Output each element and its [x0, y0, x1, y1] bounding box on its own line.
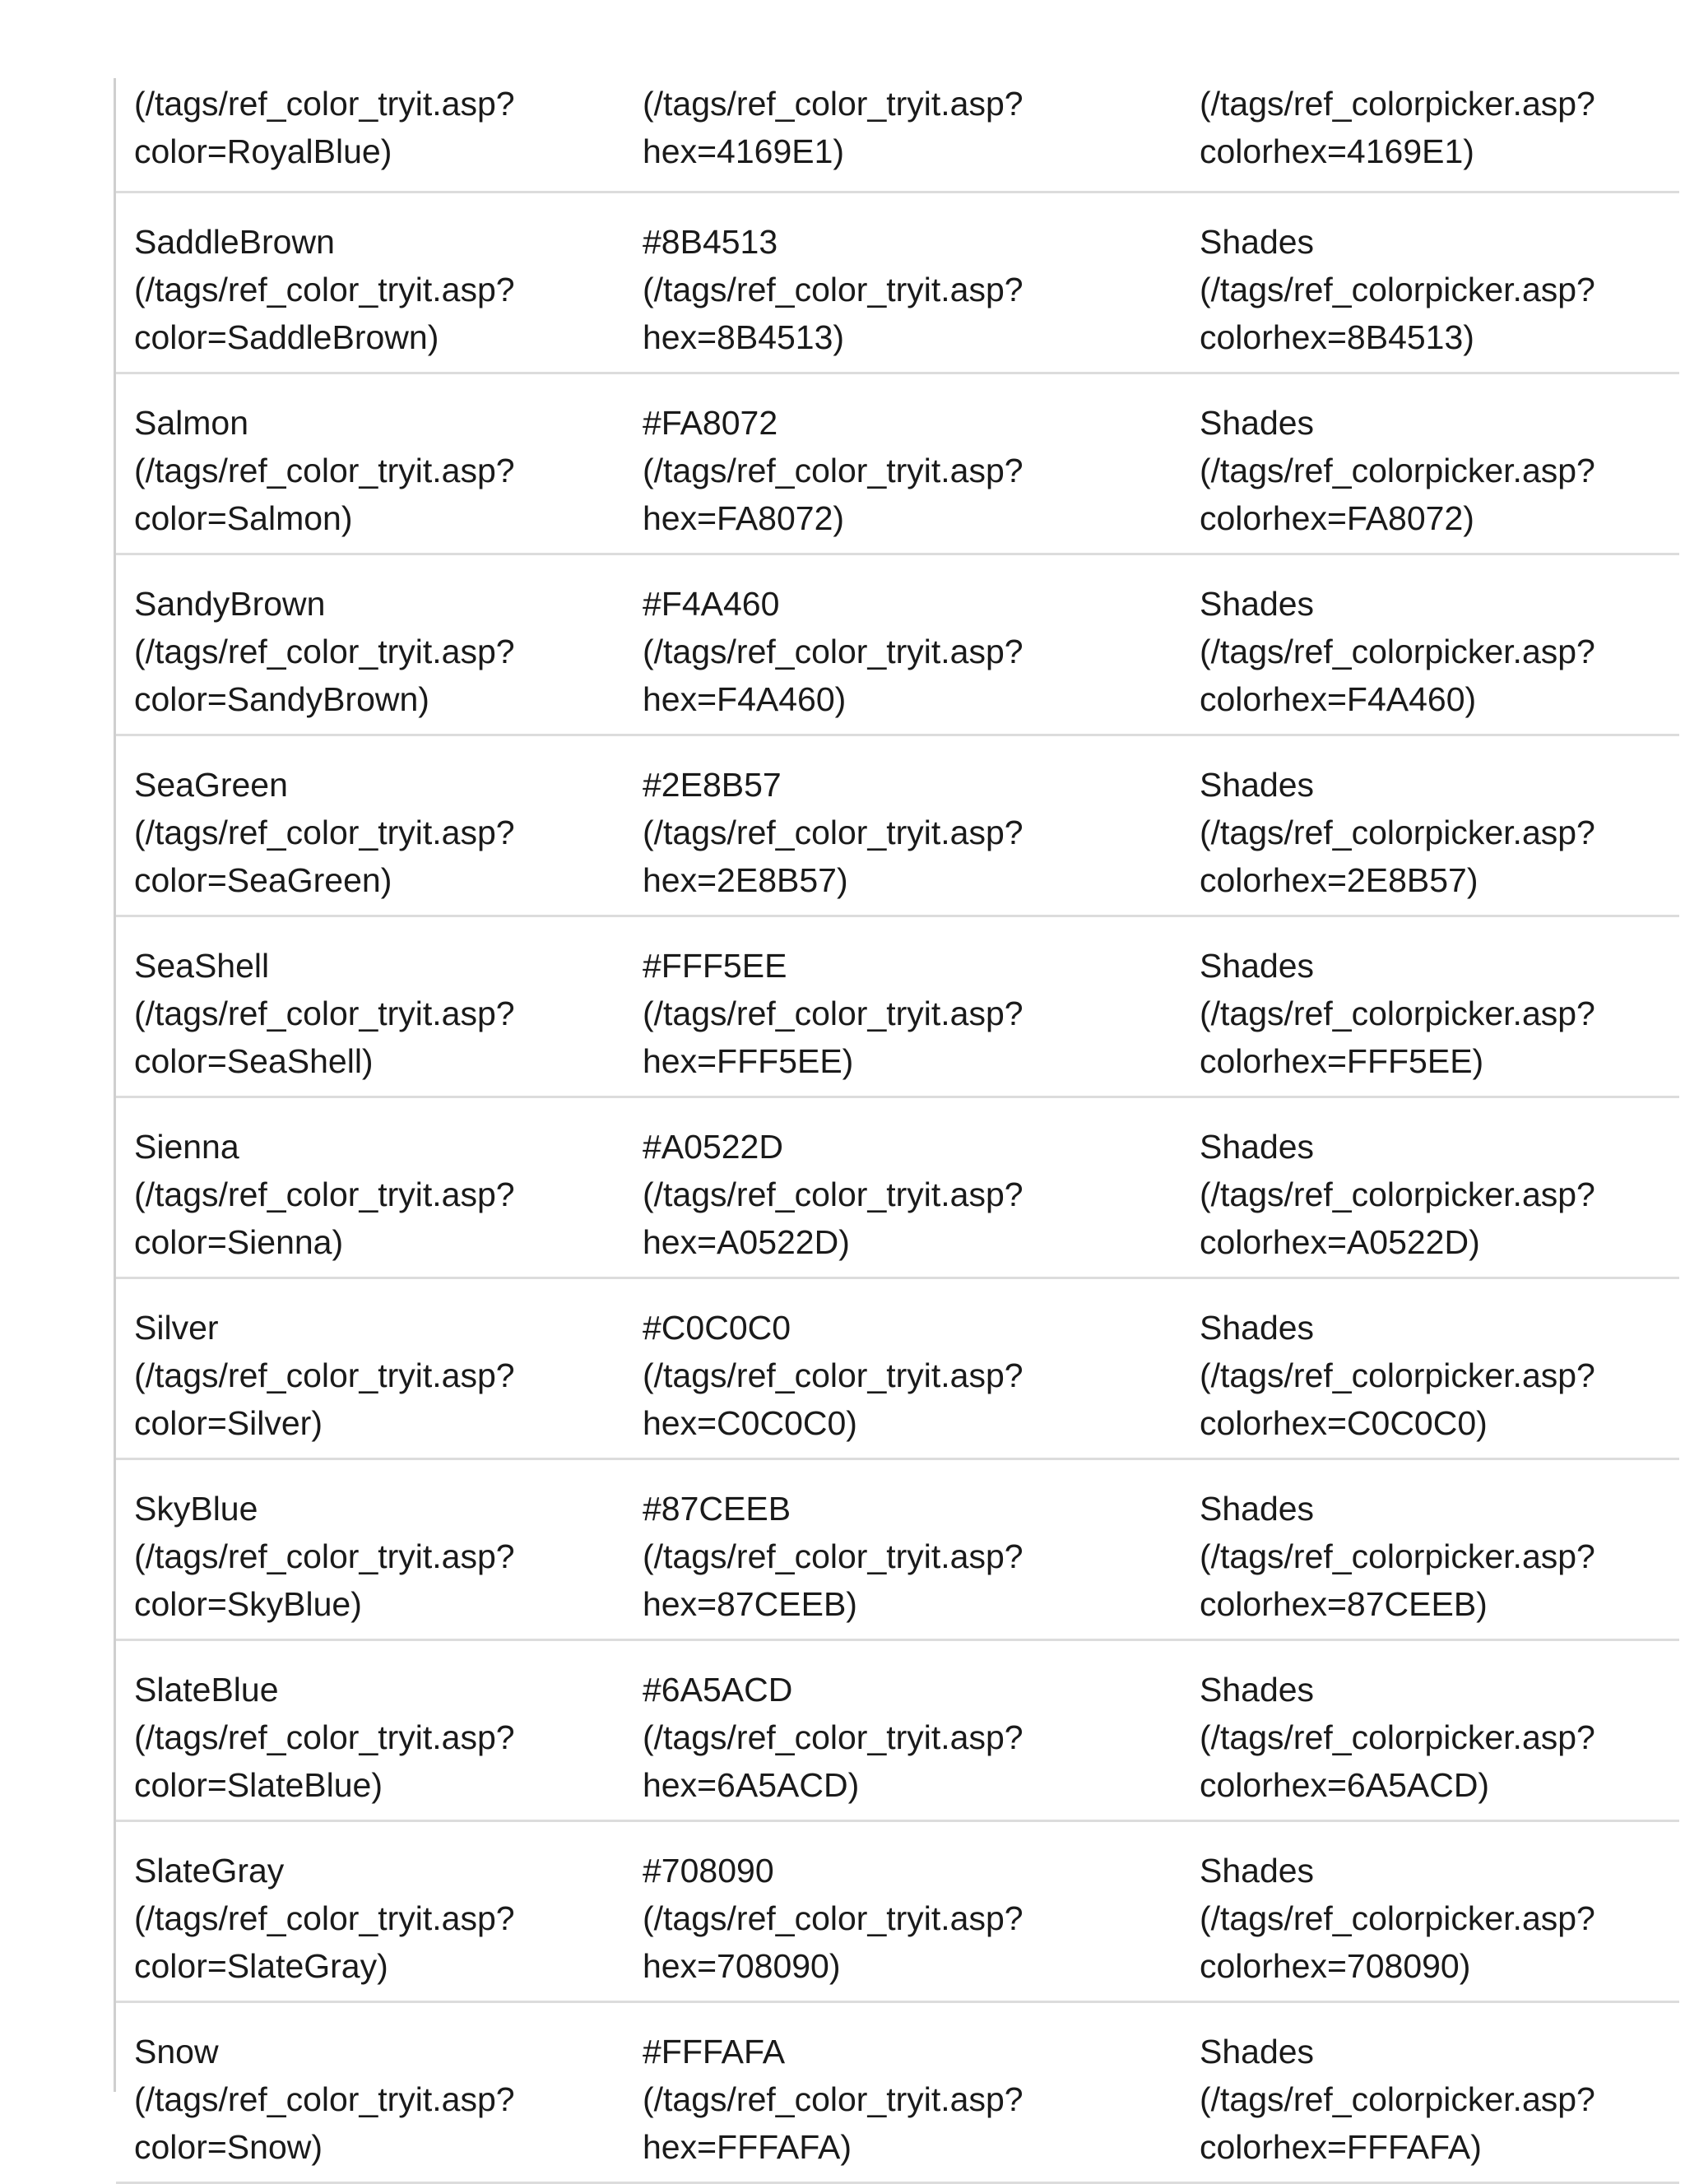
- hex-cell[interactable]: [643, 761, 1024, 904]
- shades-cell-surl2: colorhex=708090): [1200, 1947, 1471, 1985]
- table-row: [116, 917, 1679, 1098]
- shades-cell-surl2: colorhex=F4A460): [1200, 680, 1477, 718]
- shades-cell-surl2: colorhex=C0C0C0): [1200, 1404, 1488, 1442]
- shades-cell[interactable]: [1200, 1847, 1595, 1990]
- hex-cell-hurl1: (/tags/ref_color_tryit.asp?: [643, 1899, 1024, 1937]
- color-name-cell[interactable]: [134, 1485, 515, 1628]
- shades-cell-surl2: colorhex=6A5ACD): [1200, 1766, 1490, 1804]
- color-name-cell-name: SandyBrown: [134, 585, 326, 623]
- hex-cell-hex: #2E8B57: [643, 766, 782, 804]
- table-row: [116, 78, 1679, 193]
- hex-cell-hurl1: (/tags/ref_color_tryit.asp?: [643, 1537, 1024, 1575]
- shades-cell-surl2: colorhex=FFF5EE): [1200, 1042, 1484, 1080]
- hex-cell-hurl1: (/tags/ref_color_tryit.asp?: [643, 452, 1024, 489]
- hex-cell-hurl1: (/tags/ref_color_tryit.asp?: [643, 1175, 1024, 1213]
- hex-cell[interactable]: [643, 80, 1024, 175]
- color-name-cell-url2: color=Snow): [134, 2128, 323, 2166]
- shades-cell-surl2: colorhex=FFFAFA): [1200, 2128, 1482, 2166]
- color-name-cell-name: SkyBlue: [134, 1490, 258, 1528]
- shades-cell[interactable]: [1200, 1666, 1595, 1809]
- hex-cell-hex: #708090: [643, 1852, 774, 1890]
- color-name-cell-url2: color=Silver): [134, 1404, 323, 1442]
- shades-cell[interactable]: [1200, 2028, 1595, 2171]
- color-name-cell-url1: (/tags/ref_color_tryit.asp?: [134, 1356, 515, 1394]
- shades-cell-surl1: (/tags/ref_colorpicker.asp?: [1200, 1718, 1595, 1756]
- hex-cell-hurl1: (/tags/ref_color_tryit.asp?: [643, 1356, 1024, 1394]
- table-row: [116, 555, 1679, 736]
- table-row: [116, 1098, 1679, 1279]
- hex-cell[interactable]: [643, 2028, 1024, 2171]
- table-row: [116, 1641, 1679, 1822]
- hex-cell-hex: #C0C0C0: [643, 1309, 791, 1347]
- color-name-cell[interactable]: [134, 1304, 515, 1447]
- shades-cell-surl1: (/tags/ref_colorpicker.asp?: [1200, 85, 1595, 123]
- shades-cell[interactable]: [1200, 580, 1595, 723]
- color-name-cell-url2: color=SeaShell): [134, 1042, 374, 1080]
- hex-cell-hurl1: (/tags/ref_color_tryit.asp?: [643, 271, 1024, 308]
- table-row: [116, 2003, 1679, 2184]
- color-name-cell-url2: color=RoyalBlue): [134, 132, 392, 170]
- hex-cell-hurl2: hex=C0C0C0): [643, 1404, 857, 1442]
- shades-cell[interactable]: [1200, 218, 1595, 361]
- shades-cell-surl2: colorhex=2E8B57): [1200, 861, 1478, 899]
- hex-cell-hex: #F4A460: [643, 585, 780, 623]
- hex-cell[interactable]: [643, 942, 1024, 1085]
- shades-cell-surl1: (/tags/ref_colorpicker.asp?: [1200, 995, 1595, 1032]
- shades-cell-shades: Shades: [1200, 947, 1315, 985]
- color-table: [116, 78, 1679, 2184]
- hex-cell[interactable]: [643, 1304, 1024, 1447]
- color-name-cell-url1: (/tags/ref_color_tryit.asp?: [134, 452, 515, 489]
- shades-cell-surl2: colorhex=4169E1): [1200, 132, 1474, 170]
- color-name-cell-url1: (/tags/ref_color_tryit.asp?: [134, 85, 515, 123]
- shades-cell-surl1: (/tags/ref_colorpicker.asp?: [1200, 633, 1595, 670]
- shades-cell-shades: Shades: [1200, 585, 1315, 623]
- hex-cell-hurl1: (/tags/ref_color_tryit.asp?: [643, 633, 1024, 670]
- shades-cell-surl1: (/tags/ref_colorpicker.asp?: [1200, 452, 1595, 489]
- hex-cell-hurl1: (/tags/ref_color_tryit.asp?: [643, 1718, 1024, 1756]
- color-name-cell[interactable]: [134, 1847, 515, 1990]
- hex-cell-hurl2: hex=8B4513): [643, 318, 845, 356]
- hex-cell-hurl1: (/tags/ref_color_tryit.asp?: [643, 995, 1024, 1032]
- shades-cell-surl1: (/tags/ref_colorpicker.asp?: [1200, 2080, 1595, 2118]
- shades-cell-surl1: (/tags/ref_colorpicker.asp?: [1200, 1537, 1595, 1575]
- color-name-cell[interactable]: [134, 942, 515, 1085]
- shades-cell-surl1: (/tags/ref_colorpicker.asp?: [1200, 271, 1595, 308]
- hex-cell-hex: #FFF5EE: [643, 947, 787, 985]
- hex-cell-hurl1: (/tags/ref_color_tryit.asp?: [643, 2080, 1024, 2118]
- color-name-cell-name: Sienna: [134, 1128, 239, 1166]
- shades-cell-surl1: (/tags/ref_colorpicker.asp?: [1200, 814, 1595, 851]
- hex-cell-hurl2: hex=FA8072): [643, 499, 845, 537]
- color-name-cell-name: Snow: [134, 2033, 219, 2070]
- shades-cell[interactable]: [1200, 1485, 1595, 1628]
- shades-cell-surl1: (/tags/ref_colorpicker.asp?: [1200, 1175, 1595, 1213]
- color-name-cell-url2: color=SaddleBrown): [134, 318, 439, 356]
- color-name-cell-name: SlateGray: [134, 1852, 285, 1890]
- hex-cell-hurl2: hex=FFF5EE): [643, 1042, 854, 1080]
- color-name-cell-name: SaddleBrown: [134, 223, 335, 261]
- color-name-cell-name: SeaShell: [134, 947, 270, 985]
- hex-cell-hex: #FA8072: [643, 404, 778, 442]
- color-name-cell-url1: (/tags/ref_color_tryit.asp?: [134, 1899, 515, 1937]
- hex-cell[interactable]: [643, 580, 1024, 723]
- color-name-cell[interactable]: [134, 399, 515, 542]
- hex-cell[interactable]: [643, 399, 1024, 542]
- color-name-cell-url2: color=SeaGreen): [134, 861, 392, 899]
- color-name-cell[interactable]: [134, 2028, 515, 2171]
- shades-cell[interactable]: [1200, 80, 1595, 175]
- color-name-cell-url1: (/tags/ref_color_tryit.asp?: [134, 814, 515, 851]
- shades-cell-surl2: colorhex=A0522D): [1200, 1223, 1480, 1261]
- hex-cell-hex: #6A5ACD: [643, 1671, 793, 1709]
- shades-cell-shades: Shades: [1200, 1671, 1315, 1709]
- shades-cell-shades: Shades: [1200, 1852, 1315, 1890]
- shades-cell-surl1: (/tags/ref_colorpicker.asp?: [1200, 1899, 1595, 1937]
- shades-cell-surl2: colorhex=FA8072): [1200, 499, 1474, 537]
- color-name-cell-url2: color=SandyBrown): [134, 680, 429, 718]
- shades-cell[interactable]: [1200, 399, 1595, 542]
- color-table-viewport: [114, 78, 1595, 2166]
- hex-cell-hex: #FFFAFA: [643, 2033, 786, 2070]
- shades-cell-shades: Shades: [1200, 766, 1315, 804]
- shades-cell-shades: Shades: [1200, 1128, 1315, 1166]
- hex-cell-hurl2: hex=A0522D): [643, 1223, 850, 1261]
- color-name-cell-name: Silver: [134, 1309, 219, 1347]
- shades-cell[interactable]: [1200, 761, 1595, 904]
- color-name-cell[interactable]: [134, 218, 515, 361]
- shades-cell[interactable]: [1200, 1304, 1595, 1447]
- color-name-cell-url1: (/tags/ref_color_tryit.asp?: [134, 271, 515, 308]
- shades-cell-surl2: colorhex=87CEEB): [1200, 1585, 1488, 1623]
- color-name-cell-url2: color=Sienna): [134, 1223, 344, 1261]
- hex-cell-hex: #87CEEB: [643, 1490, 791, 1528]
- color-name-cell[interactable]: [134, 1666, 515, 1809]
- color-name-cell[interactable]: [134, 1123, 515, 1266]
- shades-cell-surl1: (/tags/ref_colorpicker.asp?: [1200, 1356, 1595, 1394]
- hex-cell[interactable]: [643, 1847, 1024, 1990]
- color-name-cell-url1: (/tags/ref_color_tryit.asp?: [134, 995, 515, 1032]
- table-row: [116, 736, 1679, 917]
- hex-cell[interactable]: [643, 218, 1024, 361]
- table-row: [116, 1822, 1679, 2003]
- table-row: [116, 1460, 1679, 1641]
- hex-cell-hurl2: hex=4169E1): [643, 132, 845, 170]
- table-row: [116, 1279, 1679, 1460]
- hex-cell-hurl1: (/tags/ref_color_tryit.asp?: [643, 85, 1024, 123]
- color-name-cell[interactable]: [134, 761, 515, 904]
- shades-cell-shades: Shades: [1200, 1309, 1315, 1347]
- hex-cell-hurl2: hex=F4A460): [643, 680, 847, 718]
- color-name-cell-url1: (/tags/ref_color_tryit.asp?: [134, 633, 515, 670]
- shades-cell-shades: Shades: [1200, 223, 1315, 261]
- color-name-cell-url1: (/tags/ref_color_tryit.asp?: [134, 1537, 515, 1575]
- table-row: [116, 193, 1679, 374]
- color-name-cell-url1: (/tags/ref_color_tryit.asp?: [134, 1718, 515, 1756]
- color-name-cell-url2: color=SlateBlue): [134, 1766, 383, 1804]
- hex-cell-hurl2: hex=2E8B57): [643, 861, 848, 899]
- shades-cell[interactable]: [1200, 1123, 1595, 1266]
- hex-cell-hurl2: hex=FFFAFA): [643, 2128, 852, 2166]
- color-name-cell-url1: (/tags/ref_color_tryit.asp?: [134, 1175, 515, 1213]
- shades-cell[interactable]: [1200, 942, 1595, 1085]
- shades-cell-shades: Shades: [1200, 1490, 1315, 1528]
- hex-cell-hex: #8B4513: [643, 223, 778, 261]
- hex-cell-hurl2: hex=708090): [643, 1947, 841, 1985]
- hex-cell[interactable]: [643, 1123, 1024, 1266]
- hex-cell-hurl2: hex=87CEEB): [643, 1585, 857, 1623]
- color-name-cell-name: SeaGreen: [134, 766, 288, 804]
- color-name-cell-name: SlateBlue: [134, 1671, 279, 1709]
- color-name-cell-url1: (/tags/ref_color_tryit.asp?: [134, 2080, 515, 2118]
- hex-cell[interactable]: [643, 1666, 1024, 1809]
- color-name-cell[interactable]: [134, 80, 515, 175]
- hex-cell-hex: #A0522D: [643, 1128, 783, 1166]
- color-name-cell-url2: color=Salmon): [134, 499, 353, 537]
- shades-cell-shades: Shades: [1200, 2033, 1315, 2070]
- hex-cell[interactable]: [643, 1485, 1024, 1628]
- table-row: [116, 374, 1679, 555]
- hex-cell-hurl2: hex=6A5ACD): [643, 1766, 860, 1804]
- shades-cell-surl2: colorhex=8B4513): [1200, 318, 1474, 356]
- color-name-cell[interactable]: [134, 580, 515, 723]
- color-name-cell-name: Salmon: [134, 404, 249, 442]
- hex-cell-hurl1: (/tags/ref_color_tryit.asp?: [643, 814, 1024, 851]
- color-name-cell-url2: color=SkyBlue): [134, 1585, 362, 1623]
- shades-cell-shades: Shades: [1200, 404, 1315, 442]
- color-name-cell-url2: color=SlateGray): [134, 1947, 388, 1985]
